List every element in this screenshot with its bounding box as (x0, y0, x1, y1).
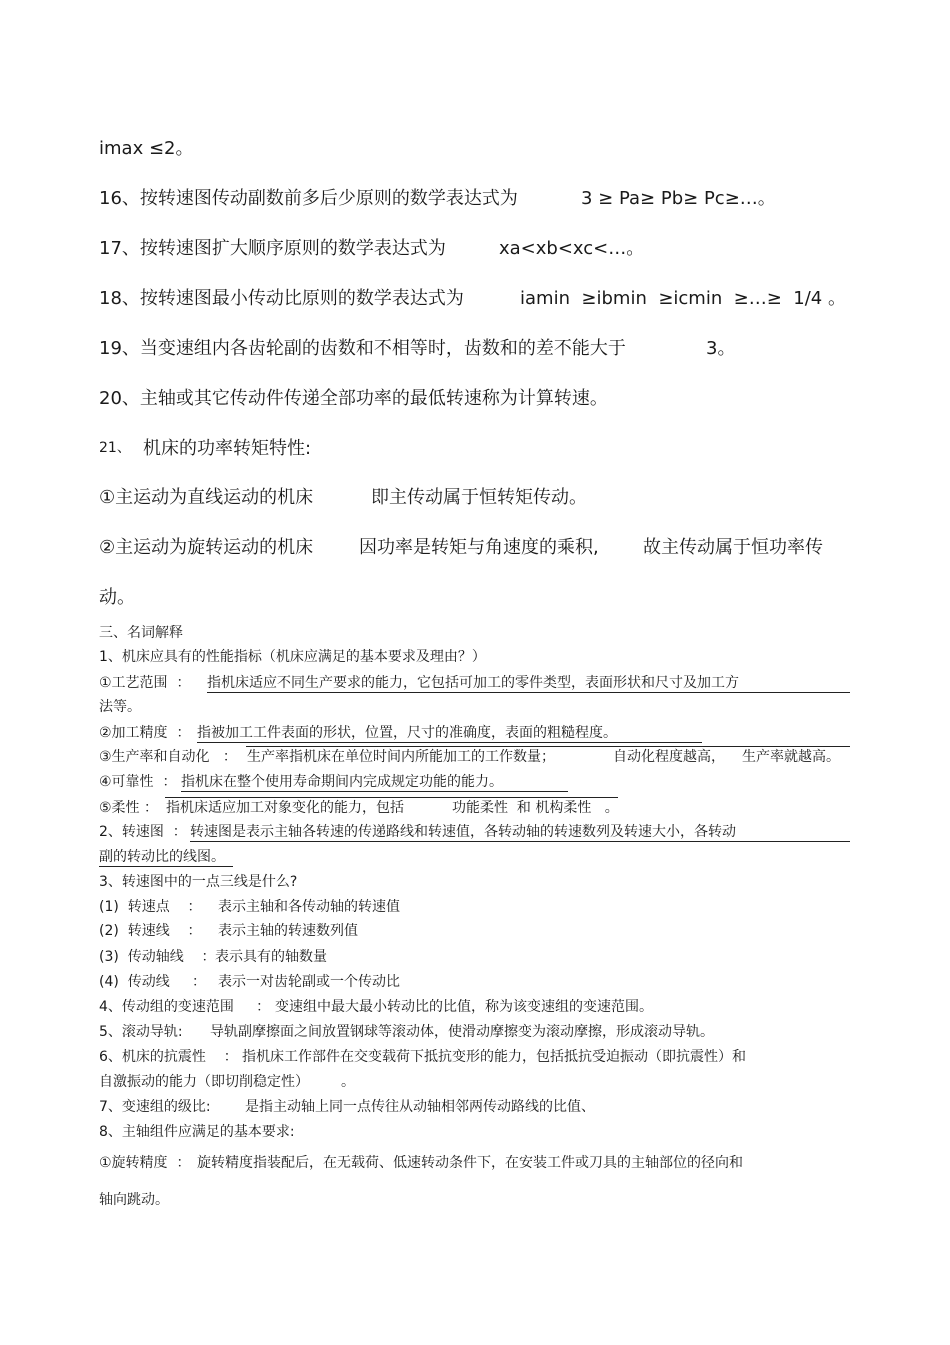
r1-label: ①旋转精度 ： (99, 1155, 191, 1171)
item-17-formula: xa<xb<xc<…。 (499, 238, 645, 259)
question-3: 3、转速图中的一点三线是什么? (99, 874, 298, 890)
char-2-c: 故主传动属于恒功率传 (643, 537, 823, 558)
char-1-b: 即主传动属于恒转矩传动。 (371, 487, 587, 508)
q3-item-1-label: (1) 转速点 ： (99, 899, 202, 915)
q4-text: 变速组中最大最小转动比的比值，称为该变速组的变速范围。 (275, 999, 653, 1015)
p5-text-b: 功能柔性 和 机构柔性 。 (452, 800, 619, 816)
q3-item-3-label: (3) 传动轴线 ： (99, 949, 216, 965)
p1-text: 指机床适应不同生产要求的能力，它包括可加工的零件类型，表面形状和尺寸及加工方 (207, 672, 850, 693)
r1-cont: 轴向跳动。 (99, 1192, 169, 1208)
q2-text: 转速图是表示主轴各转速的传递路线和转速值，各转动轴的转速数列及转速大小，各转动 (190, 821, 850, 842)
p3-text-b: 自动化程度越高， (613, 749, 725, 765)
item-19-text: 19、当变速组内各齿轮副的齿数和不相等时，齿数和的差不能大于 (99, 338, 626, 359)
q3-item-4-text: 表示一对齿轮副或一个传动比 (218, 974, 400, 990)
section-title: 三、名词解释 (99, 625, 183, 641)
p3-text-a: 生产率指机床在单位时间内所能加工的工作数量； (247, 749, 555, 765)
q5-label: 5、滚动导轨: (99, 1024, 183, 1040)
item-16-formula: 3 ≥ Pa≥ Pb≥ Pc≥…。 (581, 188, 776, 209)
p2-label: ②加工精度 ： (99, 725, 191, 741)
p5-text-a: 指机床适应加工对象变化的能力，包括 (166, 800, 404, 816)
p4-text: 指机床在整个使用寿命期间内完成规定功能的能力。 (181, 771, 568, 792)
q3-item-2-text: 表示主轴的转速数列值 (218, 923, 358, 939)
q7-text: 是指主动轴上同一点传往从动轴相邻两传动路线的比值、 (245, 1099, 595, 1115)
p5-label: ⑤柔性 ： (99, 800, 159, 816)
r1-text: 旋转精度指装配后，在无载荷、低速转动条件下，在安装工件或刀具的主轴部位的径向和 (197, 1155, 743, 1171)
item-21-text: 机床的功率转矩特性: (143, 438, 312, 459)
item-21-number: 21、 (99, 440, 131, 456)
q3-item-1-text: 表示主轴和各传动轴的转速值 (218, 899, 400, 915)
q6-end: 。 (341, 1074, 355, 1090)
q6-label: 6、机床的抗震性 ： (99, 1049, 238, 1065)
p1-cont: 法等。 (99, 699, 141, 715)
q3-item-2-label: (2) 转速线 ： (99, 923, 202, 939)
q6-cont: 自激振动的能力（即切削稳定性） (99, 1074, 309, 1090)
text-line: imax ≤2。 (99, 138, 194, 159)
item-19-value: 3。 (706, 338, 736, 359)
p1-label: ①工艺范围 ： (99, 675, 191, 691)
char-2-b: 因功率是转矩与角速度的乘积, (359, 537, 599, 558)
item-18-text: 18、按转速图最小传动比原则的数学表达式为 (99, 288, 464, 309)
item-18-formula: iamin ≥ibmin ≥icmin ≥…≥ 1/4 。 (520, 288, 846, 309)
question-8: 8、主轴组件应满足的基本要求: (99, 1124, 295, 1140)
q3-item-4-label: (4) 传动线 ： (99, 974, 206, 990)
item-17-text: 17、按转速图扩大顺序原则的数学表达式为 (99, 238, 446, 259)
q6-text: 指机床工作部件在交变载荷下抵抗变形的能力，包括抵抗受迫振动（即抗震性）和 (242, 1049, 746, 1065)
item-20-text: 20、主轴或其它传动件传递全部功率的最低转速称为计算转速。 (99, 388, 608, 409)
q5-text: 导轨副摩擦面之间放置钢球等滚动体，使滑动摩擦变为滚动摩擦，形成滚动导轨。 (210, 1024, 714, 1040)
p3-text-c: 生产率就越高。 (742, 749, 840, 765)
char-1-a: ①主运动为直线运动的机床 (99, 487, 314, 508)
char-2-d: 动。 (99, 587, 135, 608)
q2-cont: 副的转动比的线图。 (99, 846, 233, 867)
p3-label: ③生产率和自动化 ： (99, 749, 237, 765)
char-2-a: ②主运动为旋转运动的机床 (99, 537, 314, 558)
p4-label: ④可靠性 ： (99, 774, 177, 790)
p2-text: 指被加工工件表面的形状，位置，尺寸的准确度，表面的粗糙程度。 (197, 722, 702, 743)
question-1: 1、机床应具有的性能指标（机床应满足的基本要求及理由？） (99, 649, 486, 665)
q7-label: 7、变速组的级比: (99, 1099, 211, 1115)
q3-item-3-text: 表示具有的轴数量 (215, 949, 327, 965)
q2-label: 2、转速图 ： (99, 824, 187, 840)
q4-label: 4、传动组的变速范围 ： (99, 999, 271, 1015)
item-16-text: 16、按转速图传动副数前多后少原则的数学表达式为 (99, 188, 518, 209)
